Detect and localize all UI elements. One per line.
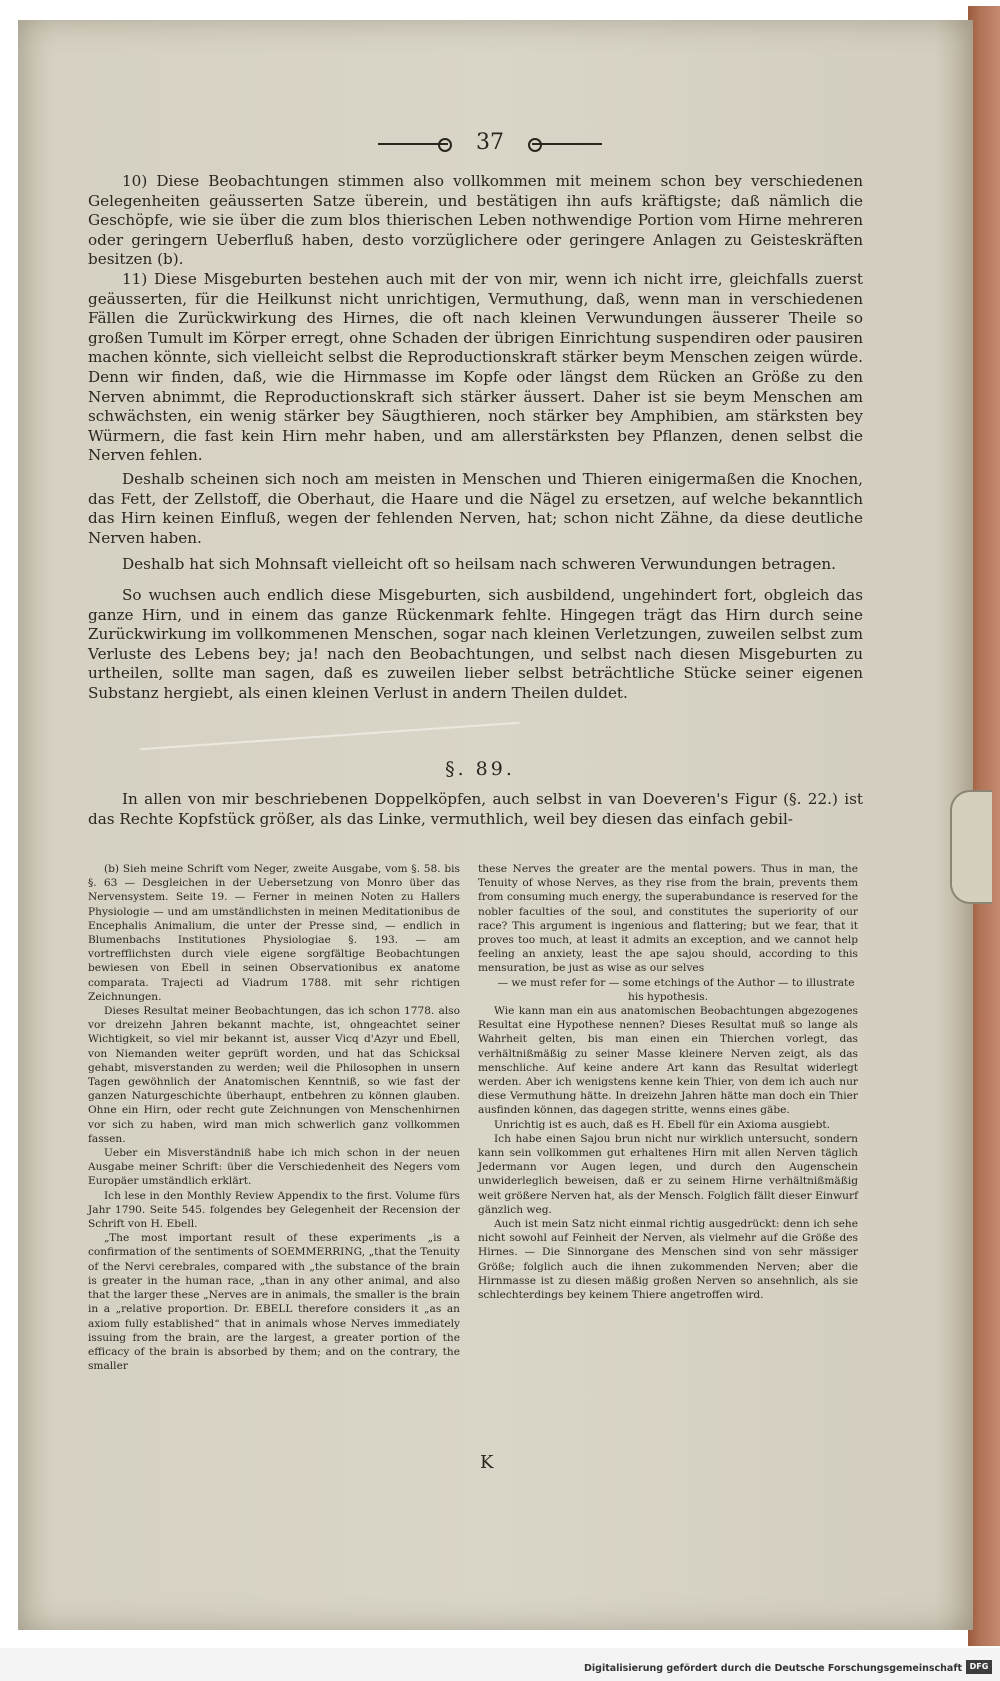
footnote-paragraph: Auch ist mein Satz nicht einmal richtig ausgedrückt: denn ich sehe nicht sowohl auf Feinheit der Nerven, als vielmehr auf die Größe des Hirnes. — Die Sinnorgane des Menschen sind von sehr mässiger Größe; folglich auch die ihnen zukommenden Nerven; aber die Hirnmasse ist zu diesen mäßig großen Nerven so ansehnlich, als sie schlechterdings bey keinem Thiere angetroffen wird. [478,1218,858,1302]
footnote-paragraph: (b) Sieh meine Schrift vom Neger, zweite Ausgabe, vom §. 58. bis §. 63 — Desgleichen in der Uebersetzung von Monro über das Nervensystem. Seite 19. — Ferner in meinen Noten zu Hallers Physiologie — und am umständlichsten in meinen Meditationibus de Encephalis Animalium, die unter der Presse sind, — endlich in Blumenbachs Institutiones Physiologiae §. 193. — am vortrefflichsten durch viele eigene sorgfältige Beobachtungen bewiesen von Ebell in seinen Observationibus ex anatome comparata. Trajecti ad Viadrum 1788. mit sehr richtigen Zeichnungen. [88,863,460,1003]
ornament-left-icon [378,143,448,145]
catchword: K [480,1452,494,1473]
page-header [330,130,650,155]
footnote-paragraph: Ich lese in den Monthly Review Appendix to the first. Volume fürs Jahr 1790. Seite 545. folgendes bey Gelegenheit der Recension der Schrift von H. Ebell. [88,1189,460,1231]
footnote-paragraph: Ueber ein Misverständniß habe ich mich schon in der neuen Ausgabe meiner Schrift: über die Verschiedenheit des Negers vom Europäer umständlich erklärt. [88,1147,460,1188]
footnote-column-right [478,862,858,1302]
paragraph-11 [88,270,863,466]
page-number: 37 [476,130,504,155]
section-heading: §. 89. [445,758,515,780]
footnote-column-left [88,862,460,1373]
footnote-quote: — we must refer for — some etchings of the Author — to illustrate his hypothesis. [497,976,855,1003]
dfg-logo-icon: DFG [966,1660,992,1674]
footer-credit: Digitalisierung gefördert durch die Deutsche Forschungsgemeinschaft [584,1663,962,1674]
paragraph-bones [88,470,863,548]
footnote-paragraph: Ich habe einen Sajou brun nicht nur wirklich untersucht, sondern kann sein vollkommen gut erhaltenes Hirn mit allen Nerven täglich Jedermann vor Augen legen, und durch den Augenschein unwiderleglich beweisen, daß er zu seinem Hirne verhältnißmäßig weit größere Nerven hat, als der Mensch. Folglich fällt dieser Einwurf gänzlich weg. [478,1132,858,1216]
paragraph-section-89 [88,790,863,829]
paragraph-text: Deshalb hat sich Mohnsaft vielleicht oft so heilsam nach schweren Verwundungen betragen. [122,555,836,573]
footnote-paragraph: Unrichtig ist es auch, daß es H. Ebell für ein Axioma ausgiebt. [494,1118,830,1131]
folded-corner [950,790,992,904]
footnote-paragraph: Dieses Resultat meiner Beobachtungen, das ich schon 1778. also vor dreizehn Jahren bekannt machte, ist, ohngeachtet seiner Wichtigkeit, so viel mir bekannt ist, ausser Vicq d'Azyr und Ebell, von Niemanden weiter geprüft worden, und hat das Schicksal gehabt, misverstanden zu werden; weil die Philosophen in unsern Tagen gewöhnlich der Anatomischen Kenntniß, so wie fast der ganzen Naturgeschichte überhaupt, entbehren zu können glauben. Ohne ein Hirn, oder recht gute Zeichnungen von Menschenhirnen vor sich zu haben, wird man mich schwerlich ganz vollkommen fassen. [88,1005,460,1145]
paragraph-10 [88,172,863,270]
ornament-right-icon [532,143,602,145]
paragraph-text: 10) Diese Beobachtungen stimmen also vollkommen mit meinem schon bey verschiedenen Gelegenheiten geäusserten Satze überein, und bestätigen ihn aufs kräftigste; daß nämlich die Geschöpfe, wie sie über die zum blos thierischen Leben nothwendige Portion vom Hirne mehreren oder geringern Ueberfluß haben, desto vorzüglichere oder geringere Anlagen zu Geisteskräften besitzen (b). [88,172,863,269]
paragraph-text: So wuchsen auch endlich diese Misgeburten, sich ausbildend, ungehindert fort, obgleich das ganze Hirn, und in einem das ganze Rückenmark fehlte. Hingegen trägt das Hirn durch seine Zurückwirkung im vollkommenen Menschen, sogar nach kleinen Verletzungen, zuweilen selbst zum Verluste des Lebens bey; ja! nach den Beobachtungen, und selbst nach diesen Misgeburten zu urtheilen, sollte man sagen, daß es zuweilen lieber selbst beträchtliche Stücke seiner eigenen Substanz hergiebt, als einen kleinen Verlust in andern Theilen duldet. [88,586,863,702]
footnote-paragraph: Wie kann man ein aus anatomischen Beobachtungen abgezogenes Resultat eine Hypothese nennen? Dieses Resultat muß so lange als Wahrheit gelten, bis man einen ein Thierchen vorlegt, das verhältnißmäßig zu seiner Masse kleinere Nerven zeigt, als das menschliche. Auf keine andere Art kann das Resultat widerlegt werden. Aber ich wenigstens kenne kein Thier, von dem ich auch nur diese Vermuthung hätte. In dreizehn Jahren hätte man doch ein Thier ausfinden können, das dagegen stritte, wenns eines gäbe. [478,1005,858,1117]
paragraph-opium [88,555,863,575]
paragraph-text: In allen von mir beschriebenen Doppelköpfen, auch selbst in van Doeveren's Figur (§. 22.) ist das Rechte Kopfstück größer, als das Linke, vermuthlich, weil bey diesen das einfach gebil- [88,790,863,828]
paragraph-misgeburten [88,586,863,704]
footnote-quote: these Nerves the greater are the mental powers. Thus in man, the Tenuity of whose Nerves, as they rise from the brain, prevents them from consuming much energy, the superabundance is reserved for the nobler faculties of the soul, and constitutes the superiority of our race? This argument is ingenious and flattering; but we fear, that it proves too much, at least it admits an exception, and we cannot help feeling an anxiety, least the ape sajou should, according to this mensuration, be just as wise as our selves [478,863,858,975]
footnote-quote: „The most important result of these experiments „is a confirmation of the sentiments of SOEMMERRING, „that the Tenuity of the Nervi cerebrales, compared with „the substance of the brain is greater in the human race, „than in any other animal, and also that the larger these „Nerves are in animals, the smaller is the brain in a „relative proportion. Dr. EBELL therefore considers it „as an axiom fully established“ that in animals whose Nerves immediately issuing from the brain, are the largest, a greater portion of the efficacy of the brain is absorbed by them; and on the contrary, the smaller [88,1232,460,1373]
paragraph-text: 11) Diese Misgeburten bestehen auch mit der von mir, wenn ich nicht irre, gleichfalls zuerst geäusserten, für die Heilkunst nicht unrichtigen, Vermuthung, daß, wenn man in verschiedenen Fällen die Zurückwirkung des Hirnes, die oft nach kleinen Verwundungen äusserer Theile so großen Tumult im Körper erregt, ohne Schaden der übrigen Einrichtung suspendiren oder pausiren machen könnte, sich vielleicht selbst die Reproductionskraft stärker beym Menschen zeigen würde. Denn wir finden, daß, wie die Hirnmasse im Kopfe oder längst dem Rücken an Größe zu den Nerven abnimmt, die Reproductionskraft sich stärker äussert. Daher ist sie beym Menschen am schwächsten, ein wenig stärker bey Säugthieren, noch stärker bey Amphibien, am stärksten bey Würmern, die fast kein Hirn mehr haben, und am allerstärksten bey Pflanzen, denen selbst die Nerven fehlen. [88,270,863,465]
paragraph-text: Deshalb scheinen sich noch am meisten in Menschen und Thieren einigermaßen die Knochen, das Fett, der Zellstoff, die Oberhaut, die Haare und die Nägel zu ersetzen, auf welche bekanntlich das Hirn keinen Einfluß, wegen der fehlenden Nerven, hat; schon nicht Zähne, da diese deutliche Nerven haben. [88,470,863,547]
